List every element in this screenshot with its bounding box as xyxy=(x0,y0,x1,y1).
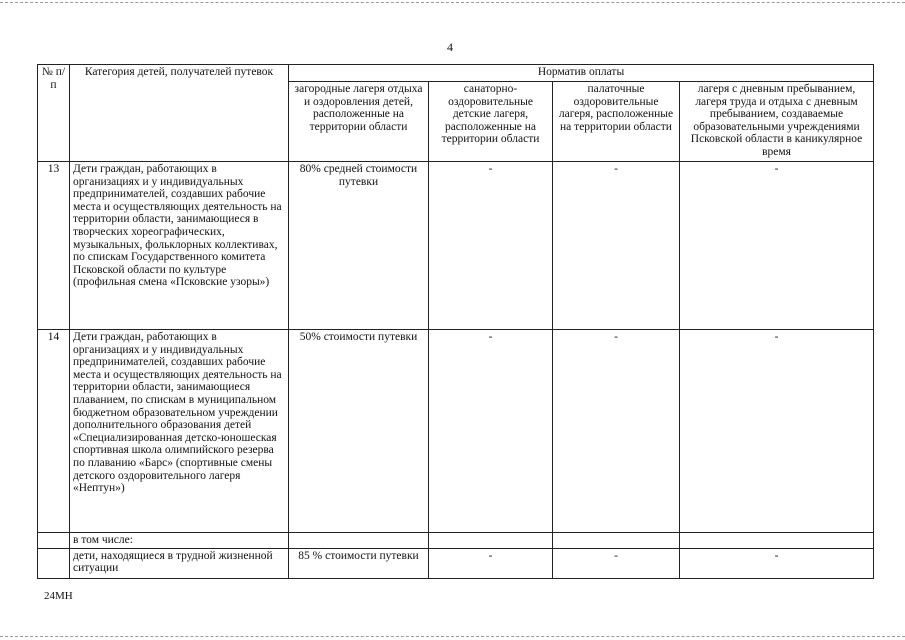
table-row xyxy=(38,330,874,533)
table-header-row xyxy=(38,65,874,82)
row-value-tent: - xyxy=(553,162,680,330)
scan-edge-bottom xyxy=(0,636,905,637)
row-number xyxy=(38,533,70,549)
row-category: дети, находящиеся в трудной жизненной ситуации xyxy=(70,548,289,578)
row-value-day xyxy=(680,533,874,549)
row-value-sanatorium: - xyxy=(429,548,553,578)
table-row xyxy=(38,162,874,330)
table-row xyxy=(38,548,874,578)
header-payment-norm: Норматив оплаты xyxy=(289,65,874,82)
header-country-camps: загородные лагеря отдыха и оздоровления детей, расположенные на территории области xyxy=(289,82,429,162)
row-value-sanatorium xyxy=(429,533,553,549)
row-number xyxy=(38,548,70,578)
row-value-country xyxy=(289,533,429,549)
row-value-sanatorium: - xyxy=(429,162,553,330)
row-value-sanatorium: - xyxy=(429,330,553,533)
row-number: 14 xyxy=(38,330,70,533)
header-number: № п/п xyxy=(38,65,70,162)
row-category: в том числе: xyxy=(70,533,289,549)
row-value-tent xyxy=(553,533,680,549)
footer-code: 24МН xyxy=(44,590,73,602)
payment-norm-table xyxy=(37,64,874,579)
scan-edge-top xyxy=(0,2,905,3)
table-row xyxy=(38,533,874,549)
row-value-tent: - xyxy=(553,330,680,533)
row-value-country: 50% стоимости путевки xyxy=(289,330,429,533)
page-number: 4 xyxy=(447,40,453,54)
row-category: Дети граждан, работающих в организациях и у индивидуальных предпринимателей, создавших рабочие места и осуществляющих деятельность на территории области, занимающиеся плаванием, по спискам в муниципальном бюджетном образовательном учреждении дополнительного образования детей «Специализированная детско-юношеская спортивная школа олимпийского резерва по плаванию «Барс» (спортивные смены детского оздоровительного лагеря «Нептун») xyxy=(70,330,289,533)
header-sanatorium-camps: санаторно-оздоровительные детские лагеря, расположенные на территории области xyxy=(429,82,553,162)
row-value-country: 80% средней стоимости путевки xyxy=(289,162,429,330)
row-value-day: - xyxy=(680,548,874,578)
header-category: Категория детей, получателей путевок xyxy=(70,65,289,162)
row-category: Дети граждан, работающих в организациях и у индивидуальных предпринимателей, создавших рабочие места и осуществляющих деятельность на территории области, занимающиеся в творческих хореографических, музыкальных, фольклорных коллективах, по спискам Государственного комитета Псковской области по культуре (профильная смена «Псковские узоры») xyxy=(70,162,289,330)
header-day-camps: лагеря с дневным пребыванием, лагеря труда и отдыха с дневным пребыванием, создаваемые образовательными учреждениями Псковской области в каникулярное время xyxy=(680,82,874,162)
row-value-day: - xyxy=(680,330,874,533)
header-tent-camps: палаточные оздоровительные лагеря, расположенные на территории области xyxy=(553,82,680,162)
row-value-day: - xyxy=(680,162,874,330)
row-value-tent: - xyxy=(553,548,680,578)
row-value-country: 85 % стоимости путевки xyxy=(289,548,429,578)
row-number: 13 xyxy=(38,162,70,330)
